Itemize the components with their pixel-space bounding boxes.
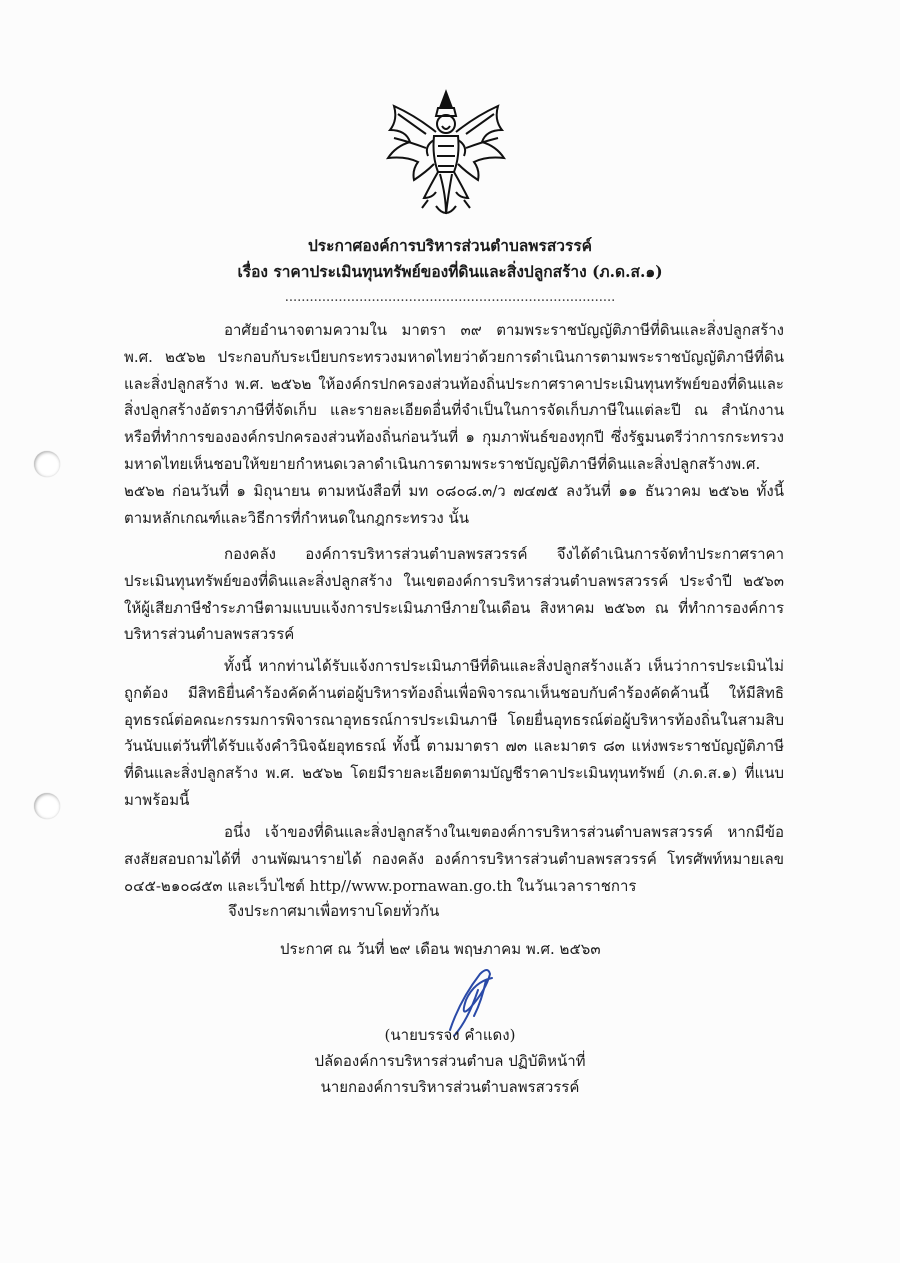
body-paragraph-2: กองคลัง องค์การบริหารส่วนตำบลพรสวรรค์ จึงได้ดำเนินการจัดทำประกาศราคาประเมินทุนทรัพย์ของที่ดินและสิ่งปลูกสร้าง ในเขตองค์การบริหารส่วนตำบลพรสวรรค์ ประจำปี ๒๕๖๓ ให้ผู้เสียภาษีชำระภาษีตามแบบแจ้งการประเมินภาษีภายในเดือน สิงหาคม ๒๕๖๓ ณ ที่ทำการองค์การบริหารส่วนตำบลพรสวรรค์ [124, 545, 784, 644]
body-paragraph-1: อาศัยอำนาจตามความใน มาตรา ๓๙ ตามพระราชบัญญัติภาษีที่ดินและสิ่งปลูกสร้าง พ.ศ. ๒๕๖๒ ประกอบกับระเบียบกระทรวงมหาดไทยว่าด้วยการดำเนินการตามพระราชบัญญัติภาษีที่ดินและสิ่งปลูกสร้าง พ.ศ. ๒๕๖๒ ให้องค์กรปกครองส่วนท้องถิ่นประกาศราคาประเมินทุนทรัพย์ของที่ดินและสิ่งปลูกสร้างอัตราภาษีที่จัดเก็บ และรายละเอียดอื่นที่จำเป็นในการจัดเก็บภาษีในแต่ละปี ณ สำนักงานหรือที่ทำการขององค์กรปกครองส่วนท้องถิ่นก่อนวันที่ ๑ กุมภาพันธ์ของทุกปี ซึ่งรัฐมนตรีว่าการกระทรวงมหาดไทยเห็นชอบให้ขยายกำหนดเวลาดำเนินการตามพระราชบัญญัติภาษีที่ดินและสิ่งปลูกสร้างพ.ศ. ๒๕๖๒ ก่อนวันที่ ๑ มิถุนายน ตามหนังสือที่ มท ๐๘๐๘.๓/ว ๗๔๗๕ ลงวันที่ ๑๑ ธันวาคม ๒๕๖๒ ทั้งนี้ ตามหลักเกณฑ์และวิธีการที่กำหนดในกฎกระทรวง นั้น [124, 321, 784, 527]
signer-position-1: ปลัดองค์การบริหารส่วนตำบล ปฏิบัติหน้าที่ [314, 1052, 586, 1070]
signer-name: (นายบรรจง คำแดง) [384, 1026, 516, 1044]
punch-hole [34, 793, 60, 819]
announcement-date: ประกาศ ณ วันที่ ๒๙ เดือน พฤษภาคม พ.ศ. ๒๕๖๓ [280, 940, 601, 958]
announcement-subject: เรื่อง ราคาประเมินทุนทรัพย์ของที่ดินและสิ่งปลูกสร้าง (ภ.ด.ส.๑) [237, 262, 663, 281]
body-paragraph-3: ทั้งนี้ หากท่านได้รับแจ้งการประเมินภาษีที่ดินและสิ่งปลูกสร้างแล้ว เห็นว่าการประเมินไม่ถูกต้อง มีสิทธิยื่นคำร้องคัดค้านต่อผู้บริหารท้องถิ่นเพื่อพิจารณาเห็นชอบกับคำร้องคัดค้านนี้ ให้มีสิทธิอุทธรณ์ต่อคณะกรรมการพิจารณาอุทธรณ์การประเมินภาษี โดยยื่นอุทธรณ์ต่อผู้บริหารท้องถิ่นในสามสิบวันนับแต่วันที่ได้รับแจ้งคำวินิจฉัยอุทธรณ์ ทั้งนี้ ตามมาตรา ๗๓ และมาตร ๘๓ แห่งพระราชบัญญัติภาษีที่ดินและสิ่งปลูกสร้าง พ.ศ. ๒๕๖๒ โดยมีรายละเอียดตามบัญชีราคาประเมินทุนทรัพย์ (ภ.ด.ส.๑) ที่แนบมาพร้อมนี้ [124, 657, 784, 809]
closing-line: จึงประกาศมาเพื่อทราบโดยทั่วกัน [228, 902, 440, 920]
signer-position-2: นายกองค์การบริหารส่วนตำบลพรสวรรค์ [320, 1078, 580, 1096]
announcement-title: ประกาศองค์การบริหารส่วนตำบลพรสวรรค์ [307, 236, 593, 255]
body-paragraph-4: อนึ่ง เจ้าของที่ดินและสิ่งปลูกสร้างในเขตองค์การบริหารส่วนตำบลพรสวรรค์ หากมีข้อสงสัยสอบถามได้ที่ งานพัฒนารายได้ กองคลัง องค์การบริหารส่วนตำบลพรสวรรค์ โทรศัพท์หมายเลข ๐๔๕-๒๑๐๘๕๓ และเว็บไซต์ http//www.pornawan.go.th ในวันเวลาราชการ [124, 823, 784, 895]
header-separator: ................................................................................ [284, 290, 616, 305]
punch-hole [34, 451, 60, 477]
garuda-emblem-icon [376, 86, 516, 226]
